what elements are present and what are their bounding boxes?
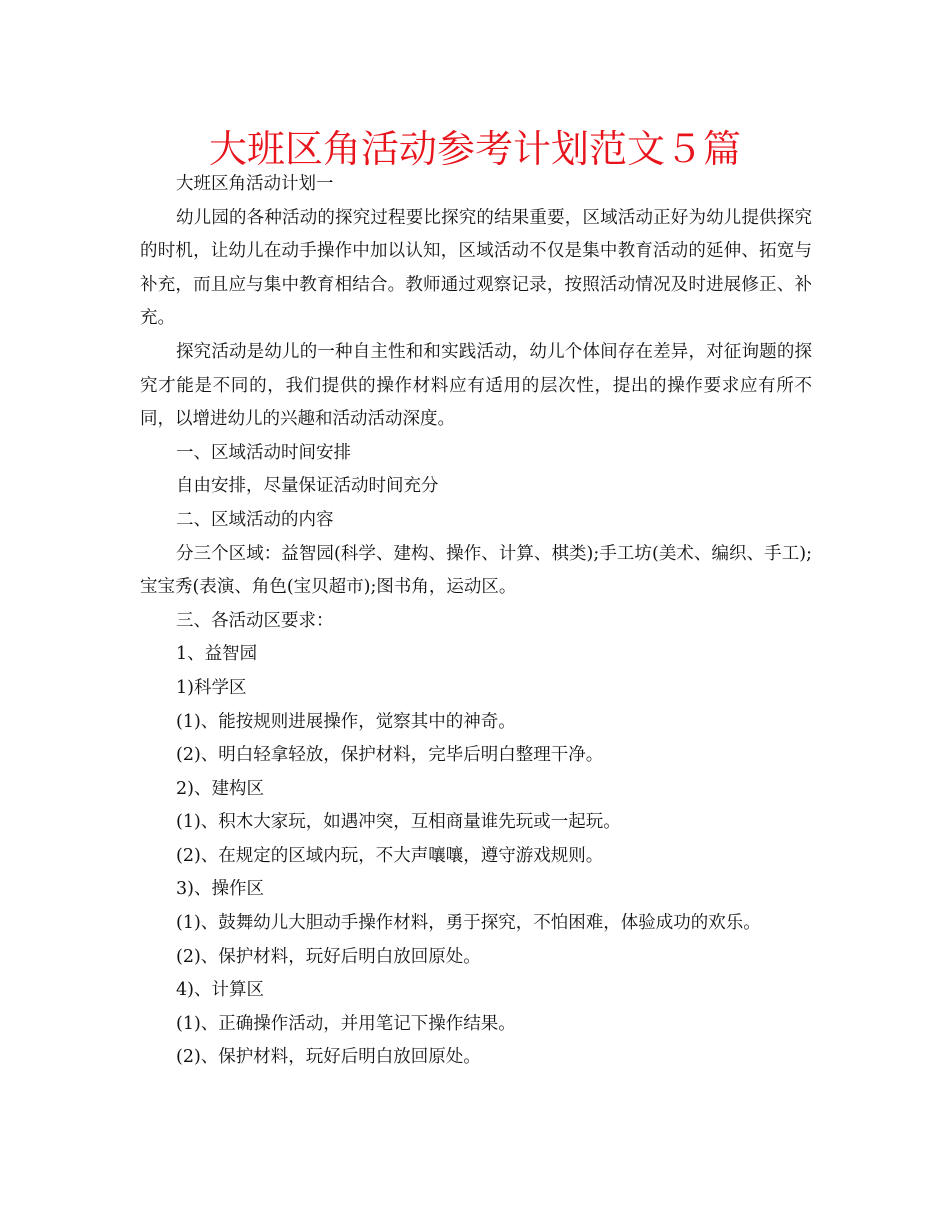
list-item: (2)、明白轻拿轻放，保护材料，完毕后明白整理干净。 (176, 745, 604, 766)
list-item: (2)、保护材料，玩好后明白放回原处。 (176, 946, 481, 967)
document-body (140, 168, 812, 1075)
section-heading: 三、各活动区要求： (176, 610, 334, 631)
body-paragraph: 探究活动是幼儿的一种自主性和和实践活动，幼儿个体间存在差异，对征询题的探究才能是不同的，我们提供的操作材料应有适用的层次性，提出的操作要求应有所不同，以增进幼儿的兴趣和活动活动深度。 (140, 341, 812, 430)
subsection-heading: 1)科学区 (176, 677, 247, 698)
list-item: (1)、积木大家玩，如遇冲突，互相商量谁先玩或一起玩。 (176, 812, 621, 833)
subsection-heading: 2)、建构区 (176, 778, 264, 799)
list-item: (1)、正确操作活动，并用笔记下操作结果。 (176, 1013, 516, 1034)
subsection-heading: 4)、计算区 (176, 980, 264, 1001)
list-item: (1)、鼓舞幼儿大胆动手操作材料，勇于探究，不怕困难，体验成功的欢乐。 (176, 913, 761, 934)
subsection-heading: 3)、操作区 (176, 879, 264, 900)
section-heading-plan-one: 大班区角活动计划一 (176, 174, 334, 194)
section-heading: 二、区域活动的内容 (176, 509, 334, 530)
document-title: 大班区角活动参考计划范文５篇 (208, 127, 741, 171)
subsection-heading: 1、益智园 (176, 644, 258, 665)
body-paragraph: 幼儿园的各种活动的探究过程要比探究的结果重要，区域活动正好为幼儿提供探究的时机，让幼儿在动手操作中加以认知，区域活动不仅是集中教育活动的延伸、拓宽与补充，而且应与集中教育相结合。教师通过观察记录，按照活动情况及时进展修正、补充。 (140, 207, 812, 329)
list-item: (2)、在规定的区域内玩，不大声嚷嚷，遵守游戏规则。 (176, 845, 604, 866)
list-item: (1)、能按规则进展操作，觉察其中的神奇。 (176, 711, 516, 732)
section-heading: 一、区域活动时间安排 (176, 442, 351, 463)
body-paragraph: 自由安排，尽量保证活动时间充分 (176, 476, 439, 497)
body-paragraph: 分三个区域：益智园(科学、建构、操作、计算、棋类);手工坊(美术、编织、手工);宝宝秀(表演、角色(宝贝超市);图书角，运动区。 (140, 543, 812, 598)
list-item: (2)、保护材料，玩好后明白放回原处。 (176, 1047, 481, 1068)
